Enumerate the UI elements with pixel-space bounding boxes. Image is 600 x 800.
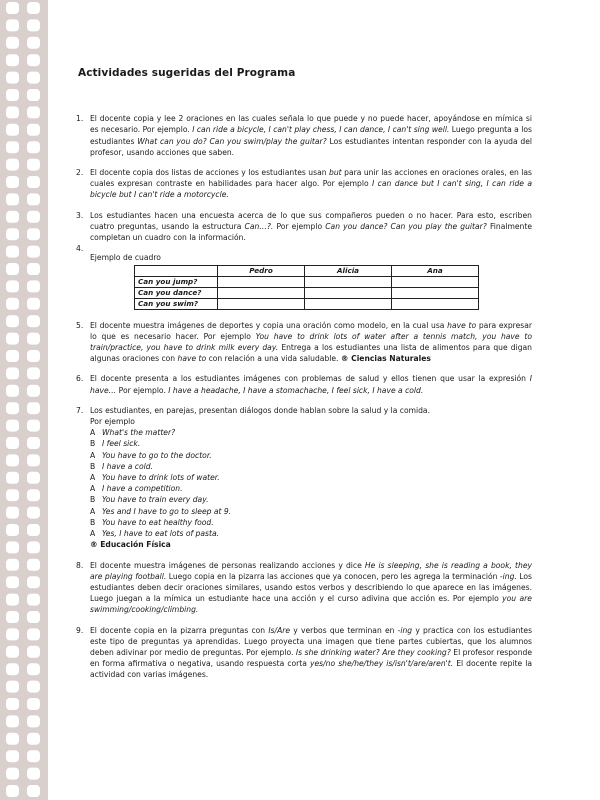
activity-4: 4. — [76, 244, 84, 254]
binding-hole — [6, 2, 19, 14]
dialogue-line — [90, 517, 532, 528]
table-cell — [218, 287, 305, 298]
dialogue-speaker: A — [90, 450, 96, 460]
binding-hole — [6, 541, 19, 553]
binding-hole — [27, 507, 40, 519]
dialogue-text: I feel sick. — [102, 439, 141, 449]
dialogue-speaker: A — [90, 473, 96, 483]
dialogue-list — [90, 427, 532, 539]
binding-hole — [27, 454, 40, 466]
dialogue-text: You have to go to the doctor. — [102, 450, 212, 460]
binding-hole — [27, 489, 40, 501]
binding-hole — [6, 437, 19, 449]
sample-table-block — [90, 252, 532, 309]
binding-hole — [27, 280, 40, 292]
binding-hole — [6, 72, 19, 84]
binding-strip — [0, 0, 48, 800]
table-header: Alicia — [305, 265, 392, 276]
dialogue-line — [90, 494, 532, 505]
sample-table-title: Ejemplo de cuadro — [90, 253, 161, 263]
dialogue-line — [90, 450, 532, 461]
binding-hole — [6, 611, 19, 623]
dialogue-speaker: B — [90, 517, 96, 527]
binding-hole — [27, 437, 40, 449]
binding-hole — [27, 768, 40, 780]
dialogue-text: What's the matter? — [102, 428, 176, 438]
binding-hole — [6, 333, 19, 345]
binding-hole — [6, 402, 19, 414]
binding-hole — [27, 2, 40, 14]
dialogue-line — [90, 472, 532, 483]
binding-hole — [27, 681, 40, 693]
dialogue-speaker: A — [90, 506, 96, 516]
binding-hole — [27, 524, 40, 536]
binding-hole — [6, 211, 19, 223]
subject-tag: ® Ciencias Naturales — [340, 354, 431, 364]
binding-hole — [6, 472, 19, 484]
binding-hole — [27, 472, 40, 484]
dialogue-speaker: B — [90, 495, 96, 505]
binding-hole — [27, 594, 40, 606]
table-cell — [392, 287, 479, 298]
dialogue-text: I have a competition. — [102, 484, 183, 494]
binding-hole — [6, 106, 19, 118]
activity-7: 7. Los estudiantes, en parejas, presentan diálogos donde hablan sobre la salud y la comida. Por ejemplo A What's the matter? B I feel sick. A You have to go to the doctor. B I have a cold. A You have to drink lots of water. A I have a competition. B You have to train every day. A Yes and I have to go to sleep at 9. B You have to eat healthy food. A Yes, I have to eat lots of pasta. ® Educación Física — [76, 405, 532, 551]
binding-hole — [6, 524, 19, 536]
activity-5: 5. El docente muestra imágenes de deportes y copia una oración como modelo, en la cual usa have to para expresar lo que es necesario hacer. Por ejemplo You have to drink lots of water after a tennis match, you have to train/practice, you have to drink milk every day. Entrega a los estudiantes una lista de alimentos para que digan algunas oraciones con have to con relación a una vida saludable. ® Ciencias Naturales — [76, 320, 533, 364]
binding-hole — [27, 19, 40, 31]
binding-hole — [6, 628, 19, 640]
binding-hole — [27, 333, 40, 345]
binding-hole — [6, 315, 19, 327]
binding-hole — [6, 698, 19, 710]
binding-hole — [27, 263, 40, 275]
binding-hole — [6, 54, 19, 66]
dialogue-text: Yes and I have to go to sleep at 9. — [102, 506, 232, 516]
activity-1: 1. El docente copia y lee 2 oraciones en las cuales señala lo que puede y no puede hacer, apoyándose en mímica si es necesario. Por ejemplo. I can ride a bicycle, I can't play chess, I can dance, I can't sing well. Luego pregunta a los estudiantes What can you do? Can you swim/play the guitar? Los estudiantes intentan responder con la ayuda del profesor, usando acciones que saben. — [76, 114, 533, 157]
dialogue-speaker: B — [90, 461, 96, 471]
activity-3: 3. Los estudiantes hacen una encuesta acerca de lo que sus compañeros pueden o no hacer. Para esto, escriben cuatro preguntas, usando la estructura Can…?. Por ejemplo Can you dance? Can you play the guitar? Finalmente completan un cuadro con la información. — [76, 210, 533, 243]
document-page — [76, 68, 532, 690]
dialogue-speaker: A — [90, 484, 96, 494]
dialogue-text: You have to drink lots of water. — [102, 473, 220, 483]
dialogue-line — [90, 461, 532, 472]
binding-hole — [6, 141, 19, 153]
binding-hole — [6, 159, 19, 171]
binding-hole — [6, 263, 19, 275]
table-cell — [392, 276, 479, 287]
binding-hole — [27, 176, 40, 188]
page-title: Actividades sugeridas del Programa — [78, 67, 296, 79]
binding-hole — [6, 750, 19, 762]
dialogue-text: I have a cold. — [102, 461, 153, 471]
binding-hole — [27, 611, 40, 623]
dialogue-speaker: A — [90, 428, 96, 438]
dialogue-line — [90, 506, 532, 517]
binding-hole — [27, 246, 40, 258]
binding-hole — [27, 37, 40, 49]
table-cell — [218, 276, 305, 287]
binding-hole — [6, 193, 19, 205]
sample-table — [134, 265, 479, 310]
binding-hole — [6, 715, 19, 727]
table-row-question: Can you swim? — [135, 298, 218, 309]
dialogue-text: Yes, I have to eat lots of pasta. — [102, 529, 220, 539]
binding-hole — [6, 385, 19, 397]
table-header: Pedro — [218, 265, 305, 276]
activity-6: 6. El docente presenta a los estudiantes imágenes con problemas de salud y ellos tienen que usar la expresión I have… Por ejemplo. I have a headache, I have a stomachache, I feel sick, I have a cold. — [76, 374, 532, 395]
table-cell — [392, 298, 479, 309]
dialogue-speaker: A — [90, 529, 96, 539]
activity-2: 2. El docente copia dos listas de acciones y los estudiantes usan but para unir las acciones en oraciones orales, en las cuales expresan contraste en habilidades para hacer algo. Por ejemplo I can dance but I can't sing, I can ride a bicycle but I can't ride a motorcycle. — [76, 168, 532, 200]
binding-holes — [0, 0, 48, 800]
binding-hole — [6, 785, 19, 797]
dialogue-text: You have to train every day. — [102, 495, 209, 505]
binding-hole — [6, 280, 19, 292]
binding-hole — [6, 124, 19, 136]
binding-hole — [6, 594, 19, 606]
binding-hole — [27, 124, 40, 136]
binding-hole — [27, 385, 40, 397]
binding-hole — [27, 785, 40, 797]
table-row-question: Can you dance? — [135, 287, 218, 298]
binding-hole — [27, 541, 40, 553]
binding-hole — [6, 246, 19, 258]
binding-hole — [27, 89, 40, 101]
binding-hole — [27, 211, 40, 223]
table-corner — [135, 265, 218, 276]
binding-hole — [6, 298, 19, 310]
dialogue-line — [90, 438, 532, 449]
binding-hole — [27, 141, 40, 153]
binding-hole — [27, 54, 40, 66]
activity-8: 8. El docente muestra imágenes de personas realizando acciones y dice He is sleeping, she is reading a book, they are playing football. Luego copia en la pizarra las acciones que ya conocen, pero les agrega la terminación -ing. Los estudiantes deben decir oraciones similares, usando estos verbos y describiendo lo que aparece en las imágenes. Luego juegan a la mímica un estudiante hace una acción y el curso adivina que acción es. Por ejemplo you are swimming/cooking/climbing. — [76, 560, 532, 615]
table-header: Ana — [392, 265, 479, 276]
table-row — [135, 298, 479, 309]
binding-hole — [27, 559, 40, 571]
binding-hole — [27, 159, 40, 171]
binding-hole — [27, 646, 40, 658]
binding-hole — [6, 646, 19, 658]
binding-hole — [27, 698, 40, 710]
binding-hole — [6, 350, 19, 362]
binding-hole — [6, 507, 19, 519]
table-cell — [305, 276, 392, 287]
binding-hole — [6, 768, 19, 780]
binding-hole — [6, 559, 19, 571]
table-row — [135, 276, 479, 287]
table-cell — [305, 298, 392, 309]
binding-hole — [6, 19, 19, 31]
table-cell — [305, 287, 392, 298]
binding-hole — [27, 420, 40, 432]
binding-hole — [6, 89, 19, 101]
binding-hole — [6, 681, 19, 693]
dialogue-line — [90, 427, 532, 438]
binding-hole — [27, 193, 40, 205]
binding-hole — [6, 37, 19, 49]
binding-hole — [6, 663, 19, 675]
binding-hole — [27, 663, 40, 675]
activity-9: 9. El docente copia en la pizarra preguntas con Is/Are y verbos que terminan en -ing y practica con los estudiantes este tipo de preguntas ya aprendidas. Luego proyecta una imagen que tiene partes cubiertas, que los alumnos deben adivinar por medio de preguntas. Por ejemplo. Is she drinking water? Are they cooking? El profesor responde en forma afirmativa o negativa, usando respuesta corta yes/no she/he/they is/isn't/are/aren't. El docente repite la actividad con varias imágenes. — [76, 625, 533, 680]
binding-hole — [27, 350, 40, 362]
binding-hole — [27, 733, 40, 745]
binding-hole — [27, 298, 40, 310]
binding-hole — [27, 628, 40, 640]
binding-hole — [27, 750, 40, 762]
binding-hole — [6, 420, 19, 432]
binding-hole — [27, 576, 40, 588]
binding-hole — [27, 228, 40, 240]
binding-hole — [6, 454, 19, 466]
binding-hole — [27, 367, 40, 379]
binding-hole — [6, 176, 19, 188]
binding-hole — [27, 715, 40, 727]
binding-hole — [6, 733, 19, 745]
binding-hole — [27, 106, 40, 118]
subject-tag: ® Educación Física — [90, 540, 171, 550]
binding-hole — [27, 72, 40, 84]
binding-hole — [27, 402, 40, 414]
dialogue-text: You have to eat healthy food. — [102, 517, 214, 527]
table-row-question: Can you jump? — [135, 276, 218, 287]
table-row — [135, 287, 479, 298]
dialogue-speaker: B — [90, 439, 96, 449]
binding-hole — [27, 315, 40, 327]
binding-hole — [6, 489, 19, 501]
dialogue-line — [90, 483, 532, 494]
binding-hole — [6, 576, 19, 588]
dialogue-line — [90, 528, 532, 539]
binding-hole — [6, 228, 19, 240]
table-cell — [218, 298, 305, 309]
binding-hole — [6, 367, 19, 379]
